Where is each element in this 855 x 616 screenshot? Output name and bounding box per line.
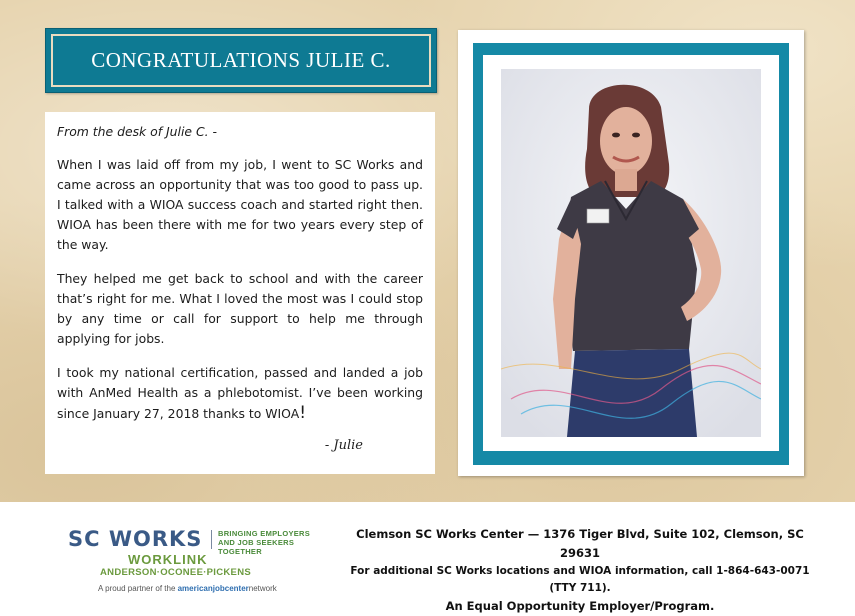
- story-paragraph-2: They helped me get back to school and with the career that’s right for me. What I loved the most was I could stop by any time or call for support to help me through applying for jobs.: [57, 271, 423, 346]
- story-from-line: From the desk of Julie C. -: [57, 124, 217, 139]
- portrait-illustration: [501, 69, 761, 437]
- portrait-photo: [501, 69, 761, 437]
- contact-eeo: An Equal Opportunity Employer/Program.: [445, 599, 715, 613]
- logo-partner-prefix: A proud partner of the: [98, 584, 178, 593]
- logo-tagline-1: BRINGING EMPLOYERS: [218, 529, 311, 538]
- contact-address: Clemson SC Works Center — 1376 Tiger Blvd, Suite 102, Clemson, SC 29631: [356, 527, 804, 560]
- story-paragraph-3-text: I took my national certification, passed and landed a job with AnMed Health as a phlebotomist. I’ve been working since January 27, 2018 thanks to WIOA: [57, 365, 423, 421]
- story-paragraph-1: When I was laid off from my job, I went to SC Works and came across an opportunity that was too good to pass up. I talked with a WIOA success coach and started right then. WIOA has been there with me for two years every step of the way.: [57, 157, 423, 252]
- logo-tagline-2: AND JOB SEEKERS TOGETHER: [218, 538, 295, 556]
- photo-mat: [473, 43, 789, 465]
- title-banner: [45, 28, 437, 93]
- logo-partner-suffix: network: [248, 584, 277, 593]
- signature: - Julie: [324, 438, 363, 453]
- story-paragraph-3: [57, 363, 423, 424]
- photo-frame: [458, 30, 804, 476]
- footer: [0, 502, 855, 613]
- contact-info: [340, 525, 820, 616]
- story-exclamation: !: [299, 403, 307, 423]
- logo-region: ANDERSON·OCONEE·PICKENS: [100, 567, 251, 578]
- page-title: CONGRATULATIONS JULIE C.: [91, 48, 391, 72]
- sc-works-logo: [68, 527, 333, 599]
- story-panel: [45, 112, 435, 474]
- photo-inner-border: [483, 55, 779, 451]
- logo-partner-brand: americanjobcenter: [177, 584, 249, 593]
- logo-worklink: WORKLINK: [128, 552, 208, 567]
- title-banner-border: [51, 34, 431, 87]
- logo-tagline: [218, 529, 333, 556]
- logo-divider: [211, 530, 212, 549]
- logo-partner-line: [98, 584, 277, 593]
- logo-sc-works: SC WORKS: [68, 527, 203, 551]
- contact-phone: For additional SC Works locations and WIOA information, call 1-864-643-0071 (TTY 711).: [350, 565, 810, 594]
